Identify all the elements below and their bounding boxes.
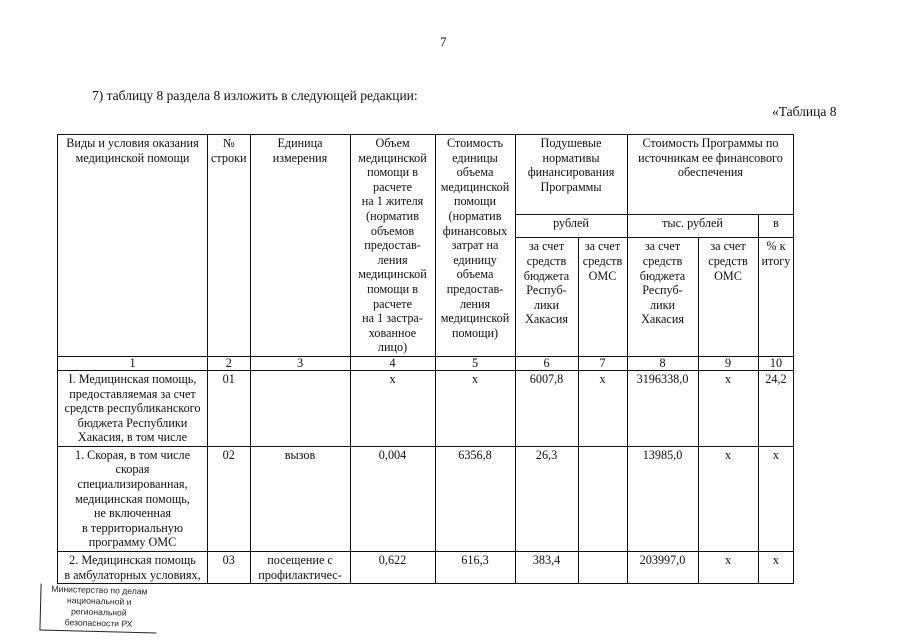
text-line: предостав-	[446, 281, 504, 296]
text-line: Стоимость	[446, 136, 504, 150]
row-unit	[250, 370, 350, 446]
text-line: затрат на	[451, 238, 499, 253]
text-line: на 1 застра-	[362, 311, 423, 326]
text-line: единицу	[453, 252, 497, 267]
index-cell: 8	[627, 356, 698, 370]
intro-text: 7) таблицу 8 раздела 8 изложить в следующей редакции:	[92, 88, 418, 103]
index-cell: 2	[208, 356, 251, 370]
text-line: помощи	[453, 194, 497, 209]
column-index-row	[58, 356, 794, 370]
text-line: итогу	[761, 253, 791, 268]
text-line: медицинская помощь,	[75, 491, 190, 506]
text-line: средств республиканского	[64, 401, 201, 416]
ministry-stamp	[39, 583, 157, 633]
text-line: 1. Скорая, в том числе	[74, 447, 191, 462]
text-line: в территориальную	[82, 520, 183, 535]
text-line: медицинской	[440, 311, 510, 326]
row-per-capita-oms	[578, 552, 627, 584]
row-percent: х	[758, 446, 794, 551]
row-percent: 24,2	[758, 370, 794, 446]
header-per-capita-oms	[578, 238, 627, 357]
text-line: за счет	[644, 239, 681, 254]
text-line: посещение с	[267, 553, 333, 568]
row-name	[58, 446, 208, 551]
row-name	[58, 552, 208, 584]
text-line: профилактичес-	[258, 567, 342, 582]
header-unit-cost	[435, 135, 515, 357]
row-volume: х	[350, 370, 435, 446]
row-cost: 616,3	[435, 552, 515, 584]
header-unit-rubles: рублей	[515, 215, 627, 238]
index-cell: 3	[250, 356, 350, 370]
index-cell: 1	[58, 356, 208, 370]
text-line: финансовых	[442, 223, 508, 238]
header-care-types: Виды и условия оказания медицинской помощи	[58, 135, 208, 357]
text-line: бюджета Республики	[77, 415, 188, 430]
row-per-capita-budget: 383,4	[515, 552, 578, 584]
index-cell: 7	[578, 356, 627, 370]
row-per-capita-budget: 26,3	[515, 446, 578, 551]
text-line: помощи)	[451, 325, 499, 340]
row-cost: х	[435, 370, 515, 446]
text-line: №	[222, 136, 235, 150]
text-line: за счет	[528, 239, 565, 254]
text-line: финансирования	[527, 165, 615, 180]
index-cell: 6	[515, 356, 578, 370]
text-line: средств	[582, 253, 623, 268]
header-per-capita-standards	[515, 135, 627, 215]
text-line: за счет	[710, 239, 746, 254]
text-line: медицинской	[440, 179, 510, 194]
text-line: 2. Медицинская помощь	[69, 553, 196, 568]
header-unit-thousand-rubles: тыс. рублей	[627, 215, 758, 238]
text-line: измерения	[272, 150, 328, 165]
text-line: расчете	[373, 296, 412, 311]
text-line: помощи в	[367, 281, 418, 296]
header-program-budget	[627, 238, 698, 357]
text-line: безопасности РХ	[64, 617, 133, 629]
text-line: помощи в	[367, 165, 418, 180]
row-program-budget: 3196338,0	[627, 370, 698, 446]
text-line: Объем	[375, 136, 410, 150]
header-volume	[350, 135, 435, 357]
text-line: Программы	[540, 179, 602, 194]
text-line: медицинской	[358, 267, 427, 282]
header-percent	[758, 238, 794, 357]
text-line: хованное	[368, 325, 417, 340]
text-line: расчете	[373, 179, 412, 194]
text-line: Хакасия, в том числе	[77, 430, 188, 445]
text-line: национальной и региональной	[66, 595, 132, 618]
table-row	[58, 370, 794, 446]
text-line: единицы	[452, 150, 498, 165]
text-line: за счет	[584, 239, 621, 254]
text-line: ОМС	[714, 268, 742, 283]
text-line: предостав-	[364, 238, 421, 253]
text-line: медицинской	[358, 150, 427, 165]
text-line: % к	[766, 239, 786, 254]
row-program-budget: 13985,0	[627, 446, 698, 551]
text-line: Респуб-	[526, 283, 567, 298]
text-line: лицо)	[377, 340, 408, 355]
row-per-capita-budget: 6007,8	[515, 370, 578, 446]
text-line: (норматив	[366, 208, 419, 223]
text-line: объемов	[370, 223, 415, 238]
text-line: лики	[533, 297, 560, 312]
text-line: (норматив	[448, 208, 502, 223]
row-program-oms: х	[698, 370, 758, 446]
header-col10-top: в	[758, 215, 794, 238]
text-line: скорая	[115, 462, 150, 477]
text-line: источникам ее финансового	[638, 150, 783, 165]
row-per-capita-oms	[578, 446, 627, 551]
text-line: Хакасия	[525, 312, 568, 327]
text-line: Министерство по делам	[51, 583, 148, 597]
row-program-oms: х	[698, 552, 758, 584]
table-caption: «Таблица 8	[772, 104, 837, 119]
text-line: строки	[211, 150, 247, 165]
header-program-oms	[698, 238, 758, 357]
table-row	[58, 552, 794, 584]
text-line: Стоимость Программы по	[642, 136, 779, 150]
text-line: средств	[708, 253, 748, 268]
text-line: лики	[649, 297, 676, 312]
header-program-cost	[627, 135, 794, 215]
text-line: Респуб-	[642, 283, 683, 298]
text-line: ОМС	[588, 268, 617, 283]
row-program-budget: 203997,0	[627, 552, 698, 584]
row-volume: 0,622	[350, 552, 435, 584]
header-row-number	[208, 135, 251, 357]
text-line: объема	[456, 267, 494, 282]
text-line: I. Медицинская помощь,	[68, 371, 197, 386]
text-line: ления	[459, 296, 491, 311]
text-line: объема	[456, 165, 494, 180]
row-volume: 0,004	[350, 446, 435, 551]
text-line: средств	[526, 253, 567, 268]
row-name	[58, 370, 208, 446]
header-unit	[250, 135, 350, 357]
table-row	[58, 446, 794, 551]
row-per-capita-oms: х	[578, 370, 627, 446]
index-cell: 9	[698, 356, 758, 370]
row-number: 03	[208, 552, 251, 584]
text-line: программу ОМС	[88, 535, 177, 550]
text-line: специализированная,	[77, 477, 188, 492]
text-line: не включенная	[94, 506, 171, 521]
text-line: бюджета	[523, 268, 570, 283]
row-number: 02	[208, 446, 251, 551]
text-line: Подушевые	[540, 136, 602, 150]
header-row-1	[58, 135, 794, 215]
text-line: средств	[642, 253, 683, 268]
index-cell: 4	[350, 356, 435, 370]
text-line: нормативы	[542, 150, 600, 165]
row-unit	[250, 552, 350, 584]
text-line: предоставляемая за счет	[69, 386, 196, 401]
index-cell: 5	[435, 356, 515, 370]
financing-table	[57, 134, 794, 584]
index-cell: 10	[758, 356, 794, 370]
text-line: в амбулаторных условиях,	[64, 567, 201, 582]
row-percent: х	[758, 552, 794, 584]
header-per-capita-budget	[515, 238, 578, 357]
row-unit: вызов	[250, 446, 350, 551]
text-line: Хакасия	[641, 312, 684, 327]
text-line: на 1 жителя	[361, 194, 424, 209]
row-program-oms: х	[698, 446, 758, 551]
row-cost: 6356,8	[435, 446, 515, 551]
text-line: бюджета	[639, 268, 686, 283]
row-number: 01	[208, 370, 251, 446]
text-line: ления	[377, 252, 408, 267]
text-line: Единица	[277, 136, 323, 150]
text-line: обеспечения	[677, 165, 743, 180]
page-number: 7	[440, 34, 447, 49]
